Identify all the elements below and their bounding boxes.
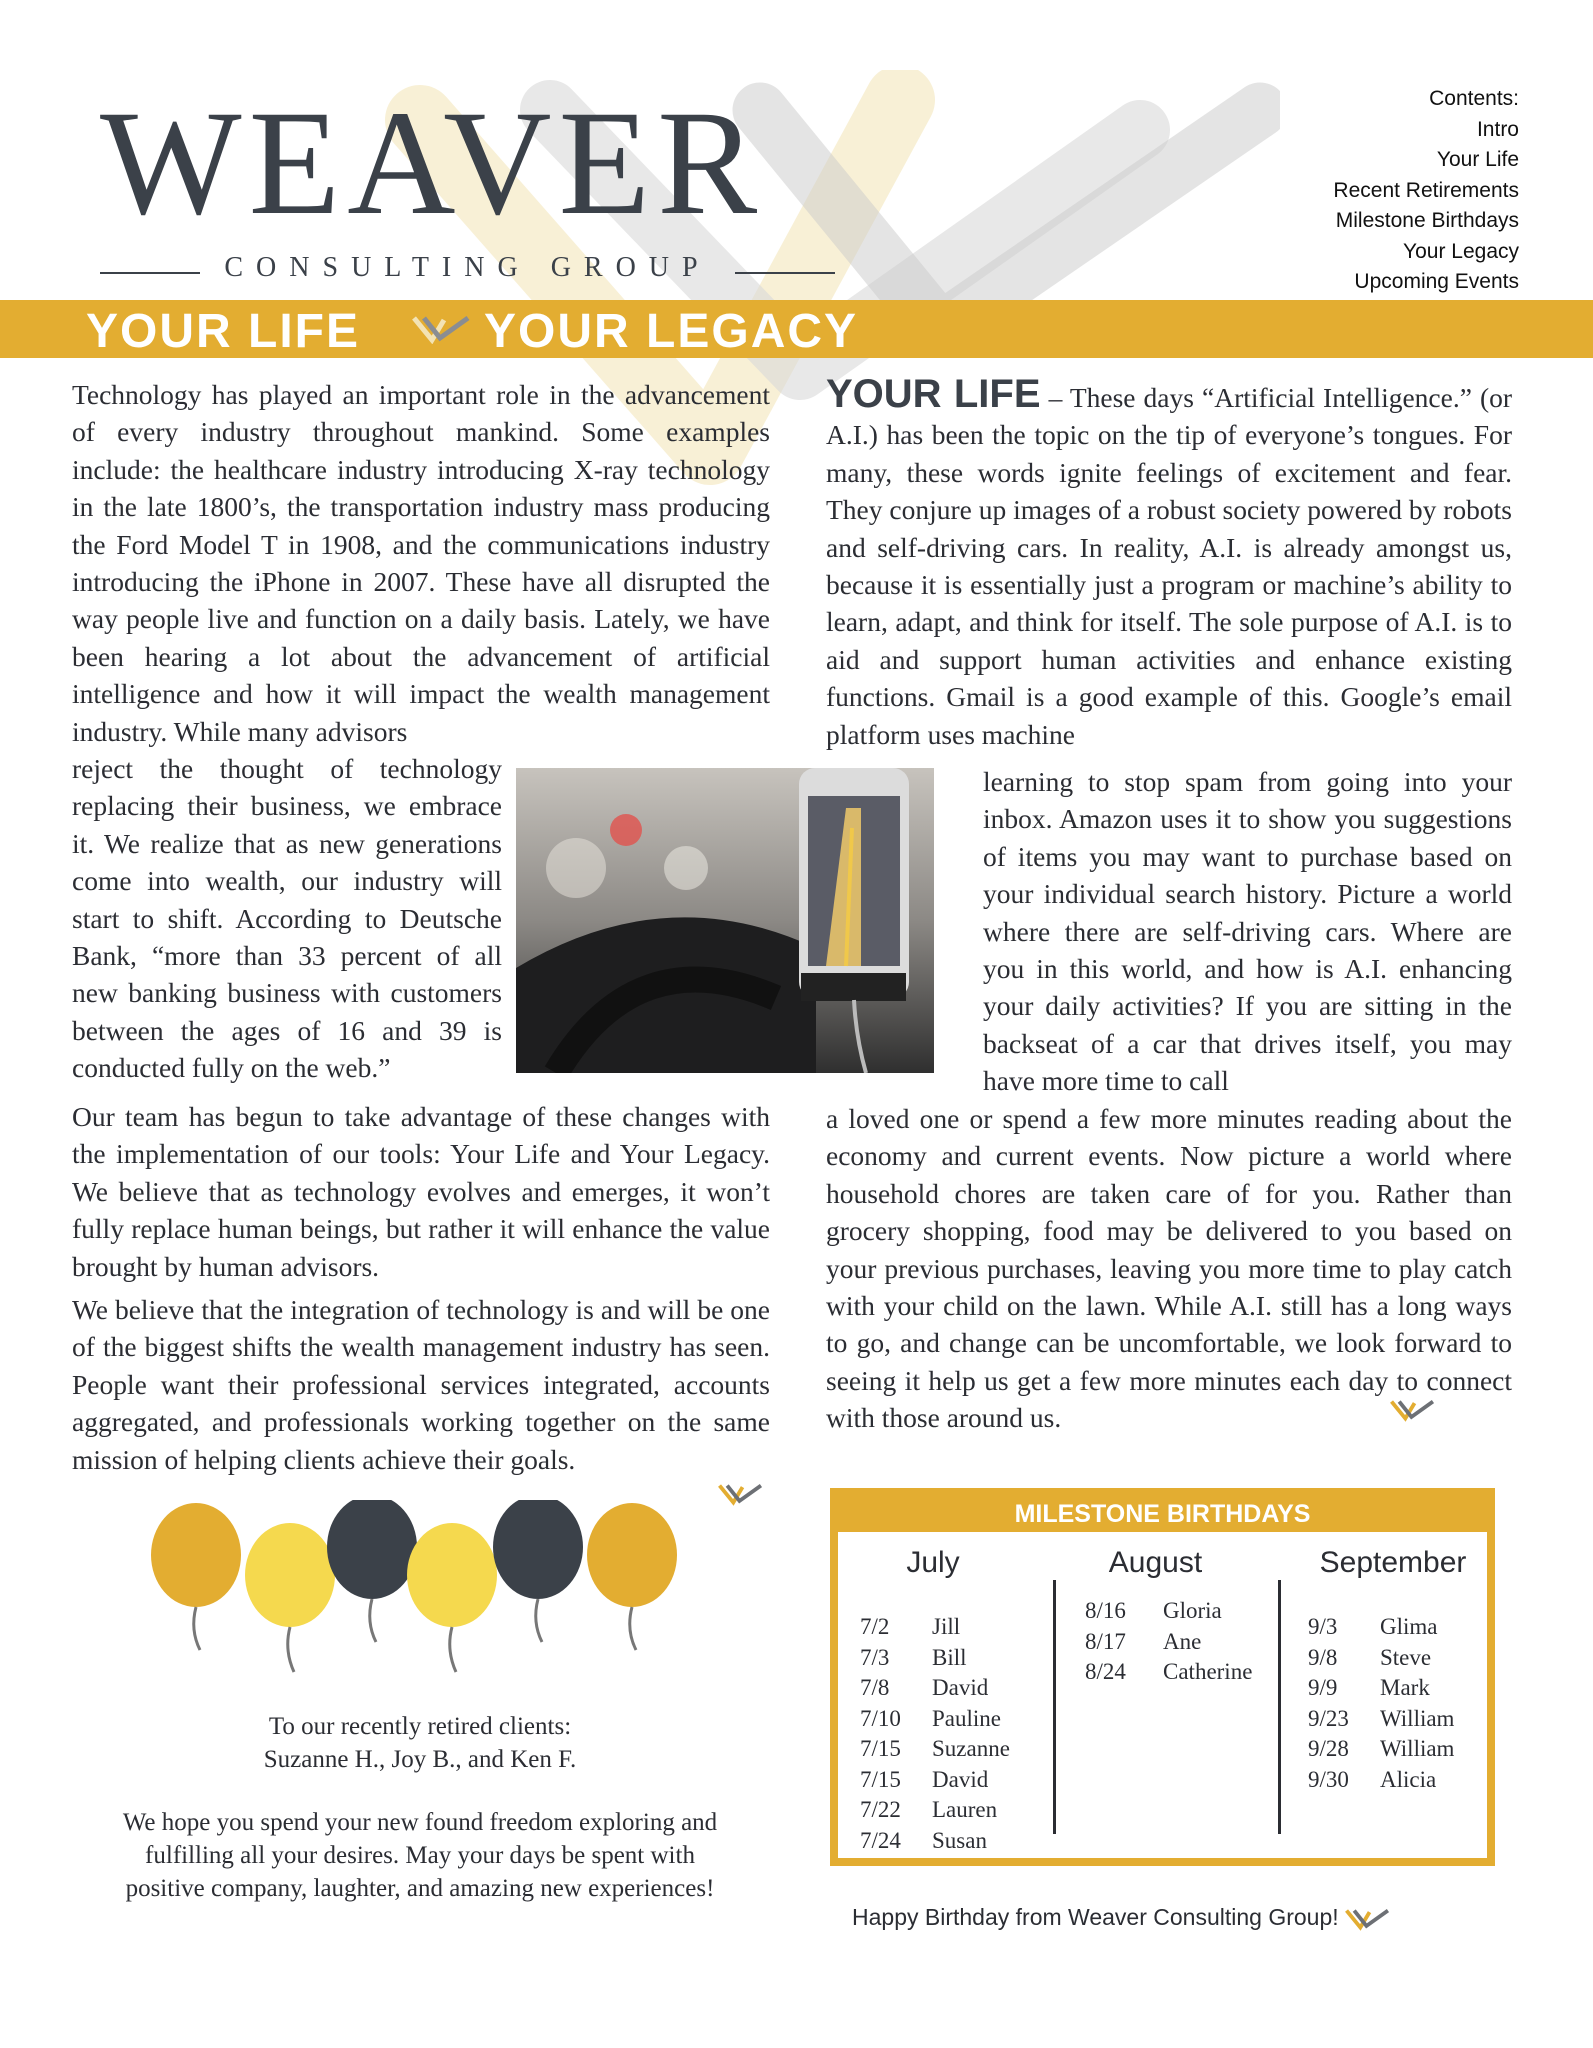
- banner-your-life: YOUR LIFE: [86, 305, 361, 358]
- birthday-row: 7/3 Bill: [860, 1644, 967, 1670]
- weaver-mark-icon: [1345, 1907, 1391, 1931]
- retirement-names: Suzanne H., Joy B., and Ken F.: [263, 1746, 577, 1773]
- september-list: [1308, 1612, 1454, 1795]
- logo-subtitle: [100, 252, 835, 292]
- month-july: July: [906, 1546, 960, 1579]
- happy-birthday-text: Happy Birthday from Weaver Consulting Group!: [852, 1904, 1339, 1930]
- intro-paragraph-2: Our team has begun to take advantage of these changes with the implementation of our tools: Your Life and Your Legacy. We believe that as technology evolves and emerges, it won’t fully replace human beings, but rather it will enhance the value brought by human advisors.: [72, 1101, 770, 1282]
- birthday-row: 8/24 Catherine: [1085, 1659, 1253, 1684]
- your-life-paragraph-1: [826, 372, 1513, 753]
- title-banner: [0, 300, 1593, 358]
- phone-navigation-photo: [516, 768, 934, 1073]
- july-list: [860, 1612, 1010, 1856]
- logo-rule-right: [735, 272, 835, 274]
- balloon: [587, 1503, 677, 1650]
- logo-rule-left: [100, 272, 200, 274]
- retirement-intro: To our recently retired clients:: [268, 1713, 572, 1740]
- milestone-birthdays-box: [830, 1488, 1495, 1866]
- birthday-row: 8/17 Ane: [1085, 1628, 1202, 1654]
- column-divider: [1053, 1580, 1056, 1834]
- weaver-mark-icon: [412, 314, 472, 344]
- birthday-row: 7/2 Jill: [860, 1614, 961, 1639]
- contents-item[interactable]: Recent Retirements: [1333, 178, 1519, 202]
- contents-item[interactable]: Intro: [1476, 117, 1519, 141]
- birthday-row: 7/15 David: [860, 1766, 989, 1792]
- logo-subtitle-text: CONSULTING GROUP: [224, 252, 711, 283]
- your-life-paragraph-3: a loved one or spend a few more minutes reading about the economy and current events. Now picture a world where household chores are taken care of for you. Rather than grocery shopping, food may be delivered to you based on your previous purchases, leaving you more time to play catch with your child on the lawn. While A.I. still has a long ways to go, and change can be uncomfortable, we look forward to seeing it help us get a few more minutes each day to connect with those around us.: [826, 1103, 1512, 1434]
- balloon: [245, 1523, 335, 1672]
- intro-paragraph-1: Technology has played an important role in the advancement of every industry throughout mankind. Some examples include: the healthcare industry introducing X-ray technology in the late 1800’s, the transportation industry mass producing the Ford Model T in 1908, and the communications industry introducing the iPhone in 2007. These have all disrupted the way people live and function on a daily basis. Lately, we have been hearing a lot about the advancement of artificial intelligence and how it will impact the wealth management industry. While many advisors: [72, 379, 770, 747]
- your-life-heading: YOUR LIFE: [826, 372, 1041, 416]
- contents-title: Contents:: [1429, 87, 1519, 110]
- birthday-row: 7/15 Suzanne: [860, 1736, 1010, 1761]
- birthdays-title: MILESTONE BIRTHDAYS: [838, 1496, 1487, 1532]
- retirement-wishes: We hope you spend your new found freedom exploring and fulfilling all your desires. May your days be spent with positive company, laughter, and amazing new experiences!: [122, 1809, 718, 1902]
- birthday-row: 9/30 Alicia: [1308, 1766, 1437, 1792]
- birthday-row: 9/3 Glima: [1308, 1614, 1438, 1639]
- contents-item[interactable]: Your Legacy: [1403, 239, 1519, 263]
- happy-birthday-line: [852, 1904, 1492, 1931]
- birthday-row: 9/28 William: [1308, 1736, 1455, 1761]
- birthday-row: 9/23 William: [1308, 1705, 1455, 1731]
- birthday-row: 8/16 Gloria: [1085, 1598, 1222, 1623]
- august-list: [1085, 1596, 1252, 1688]
- contents-item[interactable]: Your Life: [1436, 148, 1519, 171]
- month-august: August: [1108, 1546, 1203, 1579]
- birthday-row: 7/22 Lauren: [860, 1797, 998, 1822]
- balloon: [407, 1523, 497, 1672]
- contents-list: [1219, 84, 1519, 298]
- banner-your-legacy: YOUR LEGACY: [484, 305, 859, 358]
- contents-item[interactable]: Milestone Birthdays: [1335, 209, 1519, 232]
- birthday-row: 7/8 David: [860, 1675, 989, 1700]
- balloon: [151, 1503, 241, 1650]
- balloons-graphic: [140, 1500, 700, 1680]
- weaver-mark-icon: [718, 1482, 764, 1506]
- weaver-mark-icon: [1390, 1398, 1436, 1422]
- your-life-text-a: – These days “Artificial Intelligence.” (or A.I.) has been the topic on the tip of everyone’s tongues. For many, these words ignite feelings of excitement and fear. They conjure up images of a robust society powered by robots and self-driving cars. In reality, A.I. is already amongst us, because it is essentially just a program or machine’s ability to learn, adapt, and think for itself. The sole purpose of A.I. is to aid and support human activities and enhance existing functions. Gmail is a good example of this. Google’s email platform uses machine: [826, 382, 1513, 750]
- birthday-row: 9/8 Steve: [1308, 1644, 1432, 1670]
- your-life-paragraph-2: learning to stop spam from going into your inbox. Amazon uses it to show you suggestions of items you may want to purchase based on your individual search history. Picture a world where there are self-driving cars. Where are you in this world, and how is A.I. enhancing your daily activities? If you are sitting in the backseat of a car that drives itself, you may have more time to call: [983, 766, 1512, 1097]
- birthday-row: 7/10 Pauline: [860, 1705, 1001, 1731]
- balloon: [327, 1500, 417, 1642]
- balloon: [493, 1500, 583, 1642]
- column-divider: [1278, 1580, 1281, 1834]
- intro-paragraph-3: We believe that the integration of technology is and will be one of the biggest shifts the wealth management industry has seen. People want their professional services integrated, accounts aggregated, and professionals working together on the same mission of helping clients achieve their goals.: [72, 1294, 770, 1475]
- birthday-row: 9/9 Mark: [1308, 1675, 1430, 1700]
- birthday-row: 7/24 Susan: [860, 1827, 987, 1853]
- retirement-message: [120, 1710, 720, 1935]
- month-september: September: [1319, 1546, 1467, 1579]
- contents-item[interactable]: Upcoming Events: [1354, 270, 1519, 293]
- logo-wordmark: WEAVER: [100, 80, 765, 246]
- intro-paragraph-1b: reject the thought of technology replacing their business, we embrace it. We realize that as new generations come into wealth, our industry will start to shift. According to Deutsche Bank, “more than 33 percent of all new banking business with customers between the ages of 16 and 39 is conducted fully on the web.”: [72, 753, 502, 1084]
